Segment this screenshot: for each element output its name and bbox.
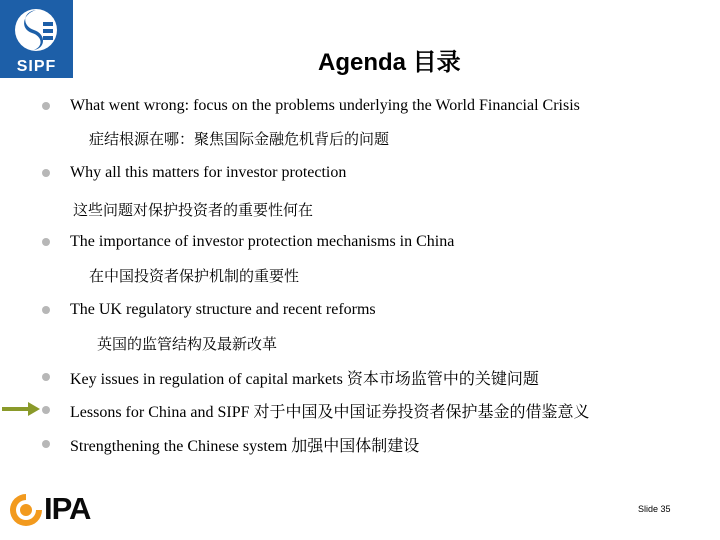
agenda-item-text: Strengthening the Chinese system 加强中国体制建设 [70, 437, 420, 455]
sipf-emblem-icon [0, 0, 73, 58]
agenda-item [42, 231, 454, 253]
agenda-item [42, 95, 580, 117]
agenda-item-text: The importance of investor protection mechanisms in China [70, 233, 455, 250]
bullet-dot [42, 169, 50, 177]
agenda-item-current [42, 399, 590, 421]
agenda-item [42, 433, 419, 455]
agenda-item-text: What went wrong: focus on the problems underlying the World Financial Crisis [70, 97, 580, 114]
agenda-item [42, 162, 346, 184]
page-title: Agenda 目录 [318, 49, 461, 76]
agenda-item-text: Key issues in regulation of capital markets 资本市场监管中的关键问题 [70, 370, 539, 388]
agenda-item-subtitle: 这些问题对保护投资者的重要性何在 [73, 201, 314, 219]
slide-number: Slide 35 [638, 504, 671, 514]
bullet-dot [42, 238, 50, 246]
ipa-logo-text: IPA [44, 491, 91, 526]
agenda-item-text: Why all this matters for investor protection [70, 164, 347, 181]
current-item-arrow-icon [2, 402, 40, 416]
bullet-dot [42, 406, 50, 414]
agenda-item [42, 366, 539, 388]
sipf-logo-text: SIPF [16, 58, 57, 75]
agenda-item-text: Lessons for China and SIPF 对于中国及中国证券投资者保护基金的借鉴意义 [70, 403, 590, 421]
bullet-dot [42, 102, 50, 110]
bullet-dot [42, 440, 50, 448]
agenda-item-subtitle: 英国的监管结构及最新改革 [97, 335, 278, 353]
bullet-dot [42, 306, 50, 314]
bullet-dot [42, 373, 50, 381]
agenda-item-subtitle: 在中国投资者保护机制的重要性 [89, 267, 300, 285]
sipf-logo [0, 0, 73, 78]
agenda-item [42, 299, 376, 321]
agenda-item-text: The UK regulatory structure and recent reforms [70, 301, 376, 318]
agenda-item-subtitle: 症结根源在哪：聚焦国际金融危机背后的问题 [89, 130, 390, 148]
ipa-emblem-icon [8, 492, 44, 528]
